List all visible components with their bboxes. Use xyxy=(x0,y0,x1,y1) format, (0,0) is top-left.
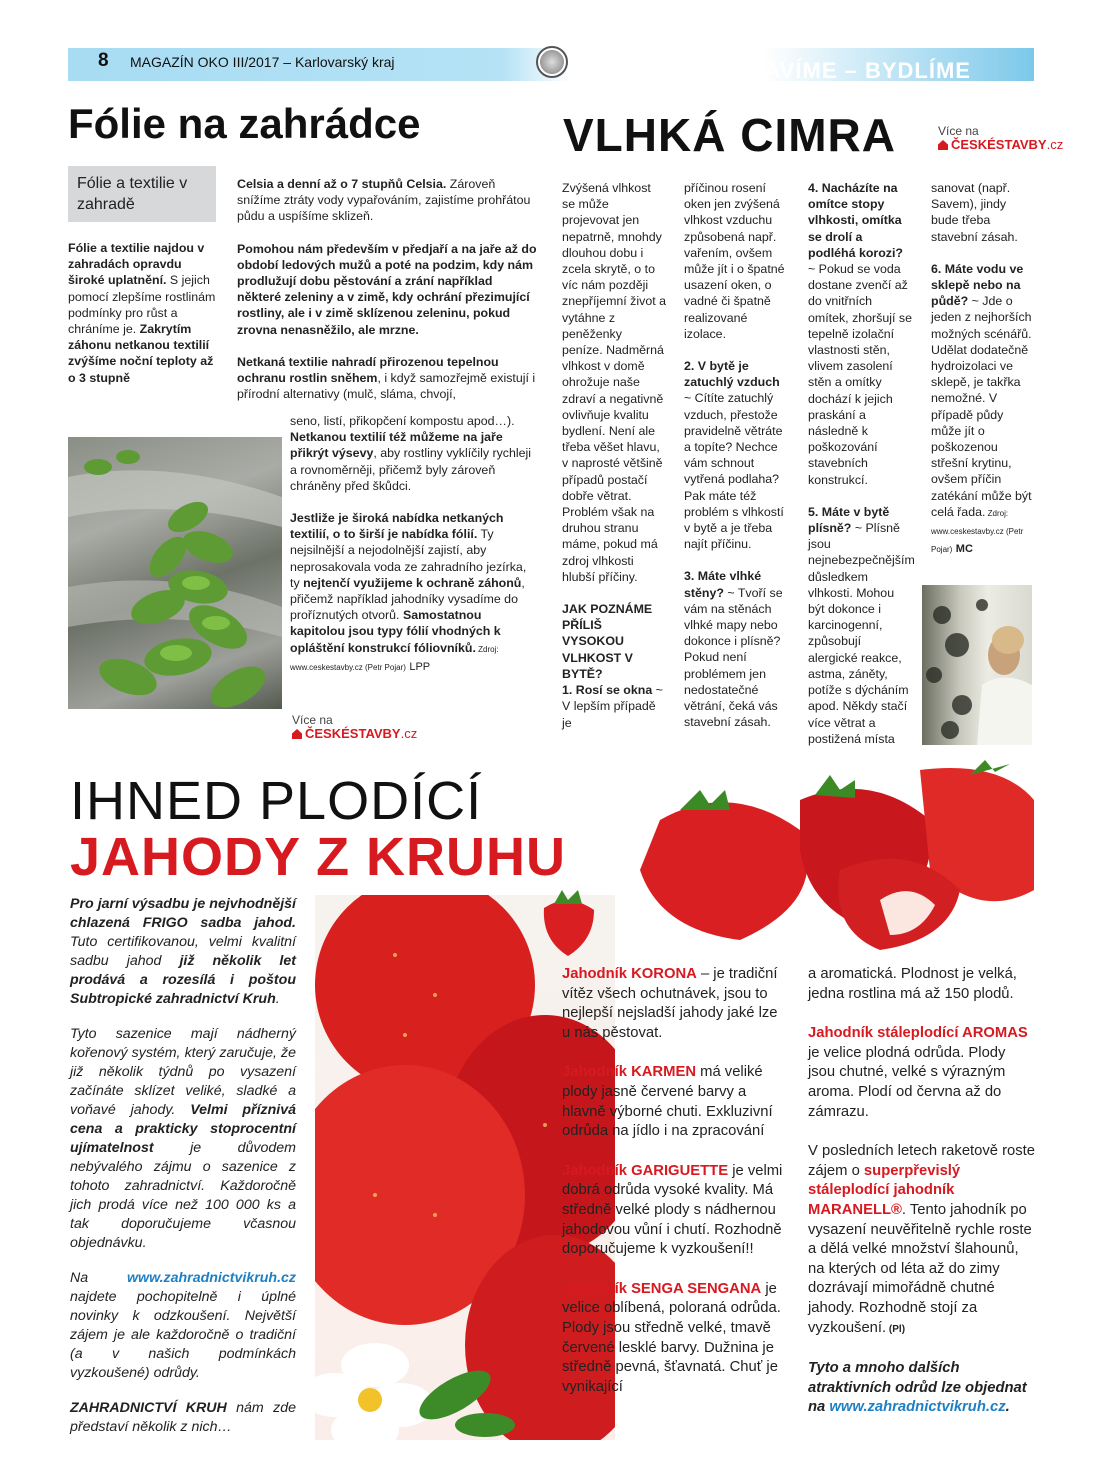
house-icon xyxy=(938,140,948,150)
a1-c2-t5: , aby rostliny vyklíčily rychleji a rovnoměrněji, přičemž byly zároveň chráněny před škůdci. xyxy=(290,446,532,493)
logo-cz: .cz xyxy=(1046,137,1064,152)
article3-varieties-col2 xyxy=(808,965,1036,1418)
a3-aromas-name: Jahodník stáleplodící AROMAS xyxy=(808,1025,1028,1042)
a1-c2-t7: , přičemž například jahodníky vysadíme do proříznutých otvorů. xyxy=(290,575,525,623)
floating-strawberry-icon xyxy=(536,888,600,958)
plant-drawing xyxy=(68,437,282,709)
a3-closing-t2: . xyxy=(1005,1399,1010,1416)
a1-c2-t6: Ty nejsilnější a nejodolnější zajistí, aby neprosakovala voda ze zahradního jezírka, ty xyxy=(290,527,527,590)
article1-col1 xyxy=(68,240,218,386)
article3-title2: JAHODY Z KRUHU xyxy=(70,827,567,887)
a1-c2-b3: Netkaná textilie nahradí přirozenou tepelnou ochranu rostlin sněhem xyxy=(237,354,499,386)
logo-ceske: ČESKÉ xyxy=(305,726,350,741)
a3-senga-text: je velice oblíbená, poloraná odrůda. Plody jsou středně velké, tmavě červené lesklé barvy. Dužnina je středně pevná, šťavnatá. Chuť je vynikající xyxy=(562,1280,781,1395)
logo-ceske: ČESKÉ xyxy=(951,137,996,152)
a2-c3-q5-text: ~ Plísně jsou nejnebezpečnějším důsledkem vlhkosti. Mohou být dokonce i karcinogenní, způsobují alergické reakce, astma, záněty, potíže s dýcháním apod. Někdy stačí více větrat a postižená místa xyxy=(808,521,915,746)
publication-title: MAGAZÍN OKO III/2017 – Karlovarský kraj xyxy=(130,54,395,70)
a3-maranell-sig: (Pl) xyxy=(886,1323,906,1335)
a2-c2-q2-text: ~ Cítíte zatuchlý vzduch, přestože pravidelně větráte a topíte? Nechce vám schnout vytřená podlaha? Pak máte též problém s vlhkostí v bytě a je třeba najít příčinu. xyxy=(684,391,784,552)
logo-cz: .cz xyxy=(400,726,418,741)
logo-stavby: STAVBY xyxy=(995,137,1047,152)
a3-maranell-t1: V posledních letech raketově roste zájem o xyxy=(808,1143,1036,1179)
article3-varieties-col1 xyxy=(562,965,784,1397)
article2-title: VLHKÁ CIMRA xyxy=(563,109,896,161)
a1-c2-b7: Samostatnou kapitolou jsou typy fólií vhodných k opláštění konstrukcí fóliovníků. xyxy=(290,608,501,655)
a1-bold2: Zakrytím záhonu netkanou textilií zvýšíme noční teploty až o 3 stupně xyxy=(68,322,214,385)
a1-c2-b5: Jestliže je široká nabídka netkaných textilií, o to širší je nabídka fólií. xyxy=(290,511,504,542)
page-number: 8 xyxy=(98,50,109,71)
house-icon xyxy=(292,729,302,739)
a3-korona-text: – je tradiční vítěz všech ochutnávek, jsou to nejlepší nejsladší jahody jaké lze u nás pěstovat. xyxy=(562,966,778,1041)
a2-author: MC xyxy=(955,543,973,556)
a3-senga-cont: a aromatická. Plodnost je velká, jedna rostlina má až 150 plodů. xyxy=(808,966,1017,1002)
a3-p4-t: nám zde představí několik z nich… xyxy=(70,1400,296,1435)
a3-p2-b1: Velmi příznivá cena a prakticky stoprocentní ujímatelnost xyxy=(70,1102,296,1156)
a3-p2-t2: je důvodem nebývalého zájmu o sazenice z tohoto zahradnictví. Každoročně jich prodá více než 100 000 ks a tak doporučujeme včasnou objednávku. xyxy=(70,1140,296,1251)
a3-intro-b1: Pro jarní výsadbu je nejvhodnější chlazená FRIGO sadba jahod. xyxy=(70,896,296,931)
a2-col4 xyxy=(931,180,1037,558)
a2-c2-q3-text: ~ Tvoří se vám na stěnách vlhké mapy nebo dokonce i plísně? Pokud není problémem jen nedostatečné větrání, čeká vás stavební zásah. xyxy=(684,585,783,730)
a2-c3-q4: 4. Nacházíte na omítce stopy vlhkosti, omítka se drolí a podléhá korozi? xyxy=(808,181,903,260)
a1-text: S jejich pomocí zlepšíme rostlinám podmínky pro růst a chráníme je. xyxy=(68,273,216,337)
a2-c1-q1: 1. Rosí se okna xyxy=(562,683,653,698)
a1-ceskestavby-logo[interactable] xyxy=(292,713,417,741)
article1-col2-top xyxy=(237,176,537,402)
article3-intro xyxy=(70,895,296,1453)
a3-p2-t1: Tyto sazenice mají nádherný kořenový systém, který zaručuje, že již několik týdnů po vysazení začínáte sklízet veliké, sladké a voňavé jahody. xyxy=(70,1026,296,1118)
article1-boxtitle: Fólie a textilie v zahradě xyxy=(68,166,216,222)
a1-lead: Fólie a textilie najdou v zahradách opravdu široké uplatnění. xyxy=(68,241,205,288)
a2-c2-q2: 2. V bytě je zatuchlý vzduch xyxy=(684,359,780,390)
a1-source: Zdroj: www.ceskestavby.cz (Petr Pojar) xyxy=(290,644,499,672)
a3-intro-b2: již několik let prodává a rozesílá i poštou Subtropické zahradnictví Kruh xyxy=(70,953,296,1007)
a1-c2-t4: seno, listí, přikopčení kompostu apod…). xyxy=(290,414,515,428)
a2-col1 xyxy=(562,180,666,731)
oko-emblem-icon xyxy=(536,46,568,78)
a3-karmen-text: má veliké plody jasně červené barvy a hlavně výborné chuti. Exkluzivní odrůda na jídlo i na zpracování xyxy=(562,1064,773,1140)
a3-gariguette-name: Jahodník GARIGUETTE xyxy=(562,1162,729,1179)
article1-title: Fólie na zahrádce xyxy=(68,100,421,147)
section-title: STAVÍME – BYDLÍME xyxy=(736,58,971,83)
a3-korona-name: Jahodník KORONA xyxy=(562,966,697,982)
a1-c2-b2: Pomohou nám především v předjaří a na jaře až do období ledových mužů a poté na podzim, kdy nám prodlužují dobu pěstování a zrání například některé zeleniny a v zimě, kdy ochrání přezimující rostliny, ale i v zimě sklízenou zeleninu, pokud zrovna nenasněžilo, ale mrzne. xyxy=(237,241,537,337)
a2-c4-q6: 6. Máte vodu ve sklepě nebo na půdě? xyxy=(931,261,1024,309)
a2-source: Zdroj: www.ceskestavby.cz (Petr Pojar) xyxy=(931,508,1024,555)
a2-col2 xyxy=(684,180,790,731)
strawberries-top-drawing xyxy=(600,760,1034,950)
a1-c2-b1: Celsia a denní až o 7 stupňů Celsia. xyxy=(237,177,447,191)
kruh-website-link[interactable]: www.zahradnictvikruh.cz xyxy=(127,1270,296,1286)
a2-c2-q3: 3. Máte vlhké stěny? xyxy=(684,569,762,600)
strawberries-top-photo xyxy=(600,760,1034,950)
a2-c3-q5: 5. Máte v bytě plísně? xyxy=(808,504,890,536)
article3-title1: IHNED PLODÍCÍ xyxy=(70,771,483,831)
a3-maranell-name: superpřevislý stáleplodící jahodník MARANELL® xyxy=(808,1162,961,1218)
a3-karmen-name: Jahodník KARMEN xyxy=(562,1064,697,1081)
a3-p3-t2: najdete pochopitelně i úplné novinky k odzkoušení. Největší zájem je ale každoročně o tradiční (a v našich podmínkách vyzkoušené) odrůdy. xyxy=(70,1289,296,1381)
a2-c1-head: JAK POZNÁME PŘÍLIŠ VYSOKOU VLHKOST V BYTĚ? xyxy=(562,602,653,681)
a3-p3-t1: Na xyxy=(70,1270,128,1286)
a2-ceskestavby-logo[interactable] xyxy=(938,124,1063,152)
logo-stavby: STAVBY xyxy=(349,726,401,741)
a3-maranell-t2: . Tento jahodník po vysazení neuvěřitelně rychle roste a dělá velké množství šlahounů, na kterých od léta až do zimy dozrávají mimořádně chutné jahody. Rozhodně stojí za vyzkoušení. xyxy=(808,1201,1032,1336)
a2-col3 xyxy=(808,180,915,747)
a3-senga-name: Jahodník SENGA SENGANA xyxy=(562,1280,762,1297)
a1-author: LPP xyxy=(409,660,431,673)
a2-c3-q4-text: ~ Pokud se voda dostane zvenčí až do vnitřních omítek, zhoršují se tepelně izolační vlastnosti stěn, vlivem zasolení stěn a omítky dochází k jejich praskání a následně k poškozování stavebních konstrukcí. xyxy=(808,262,912,487)
a3-gariguette-text: je velmi dobrá odrůda vysoké kvality. Má středně velké plody s nádhernou jahodovou vůní i chutí. Rozhodně doporučujeme k vyzkoušení!! xyxy=(562,1162,783,1258)
a2-c1-q1-text: ~ V lepším případě je xyxy=(562,683,663,730)
kruh-closing-link[interactable]: www.zahradnictvikruh.cz xyxy=(829,1399,1006,1416)
strawberry-plant-photo xyxy=(68,437,282,709)
a3-aromas-text: je velice plodná odrůda. Plody jsou chutné, velké s výrazným aroma. Plodí od června až do zámrazu. xyxy=(808,1044,1006,1120)
a3-closing-t1: Tyto a mnoho dalších atraktivních odrůd lze objednat na xyxy=(808,1360,1027,1416)
a3-p4-b: ZAHRADNICTVÍ KRUH xyxy=(70,1400,227,1416)
a3-intro-t1: Tuto certifikovanou, velmi kvalitní sadbu jahod xyxy=(70,934,296,969)
article1-col2-bottom xyxy=(290,413,538,676)
a1-c2-t1: Zároveň snížíme ztráty vody vypařováním, zajistíme prohřátou půdu a uspíšíme sklizeň. xyxy=(237,177,531,224)
mould-drawing xyxy=(922,585,1032,745)
mould-wall-photo xyxy=(922,585,1032,745)
a2-c1-text: Zvýšená vlhkost se může projevovat jen nepatrně, mnohdy dlouhou dobu i zcela skrytě, o to víc nám později znepříjemní život a vytáhne z peněženky peníze. Nadměrná vlhkost v domě ohrožuje naše zdraví a negativně ovlivňuje kvalitu bydlení. Není ale třeba věšet hlavu, v naprosté většině případů postačí dobře větrat. Problém však na druhou stranu máme, pokud má zdroj vlhkosti hlubší příčiny. xyxy=(562,181,666,584)
a2-c4-text: sanovat (např. Savem), jindy bude třeba stavební zásah. xyxy=(931,181,1018,244)
logo-vicena: Více na xyxy=(938,124,979,138)
a2-c2-text: příčinou rosení oken jen zvýšená vlhkost vzduchu způsobená např. vařením, ovšem může jít i o špatné usazení oken, o vadné či špatně realizované izolace. xyxy=(684,181,785,341)
a2-c4-q6-text: ~ Jde o jeden z nejhorších možných scénářů. Udělat dodatečně hydroizolaci ve sklepě, je takřka nemožné. V případě půdy může jít o poškozenou střešní krytinu, ovšem příčin zatékání může být celá řada. xyxy=(931,294,1032,519)
a1-c2-b6: nejtenčí využijeme k ochraně záhonů xyxy=(303,575,522,590)
a1-c2-b4: Netkanou textilií též můžeme na jaře přikrýt výsevy xyxy=(290,430,503,461)
logo-vicena: Více na xyxy=(292,713,333,727)
a3-intro-t2: . xyxy=(275,991,280,1007)
a1-c2-t3: , i když samozřejmě existují i přírodní alternativy (mulč, sláma, chvojí, xyxy=(237,371,536,402)
